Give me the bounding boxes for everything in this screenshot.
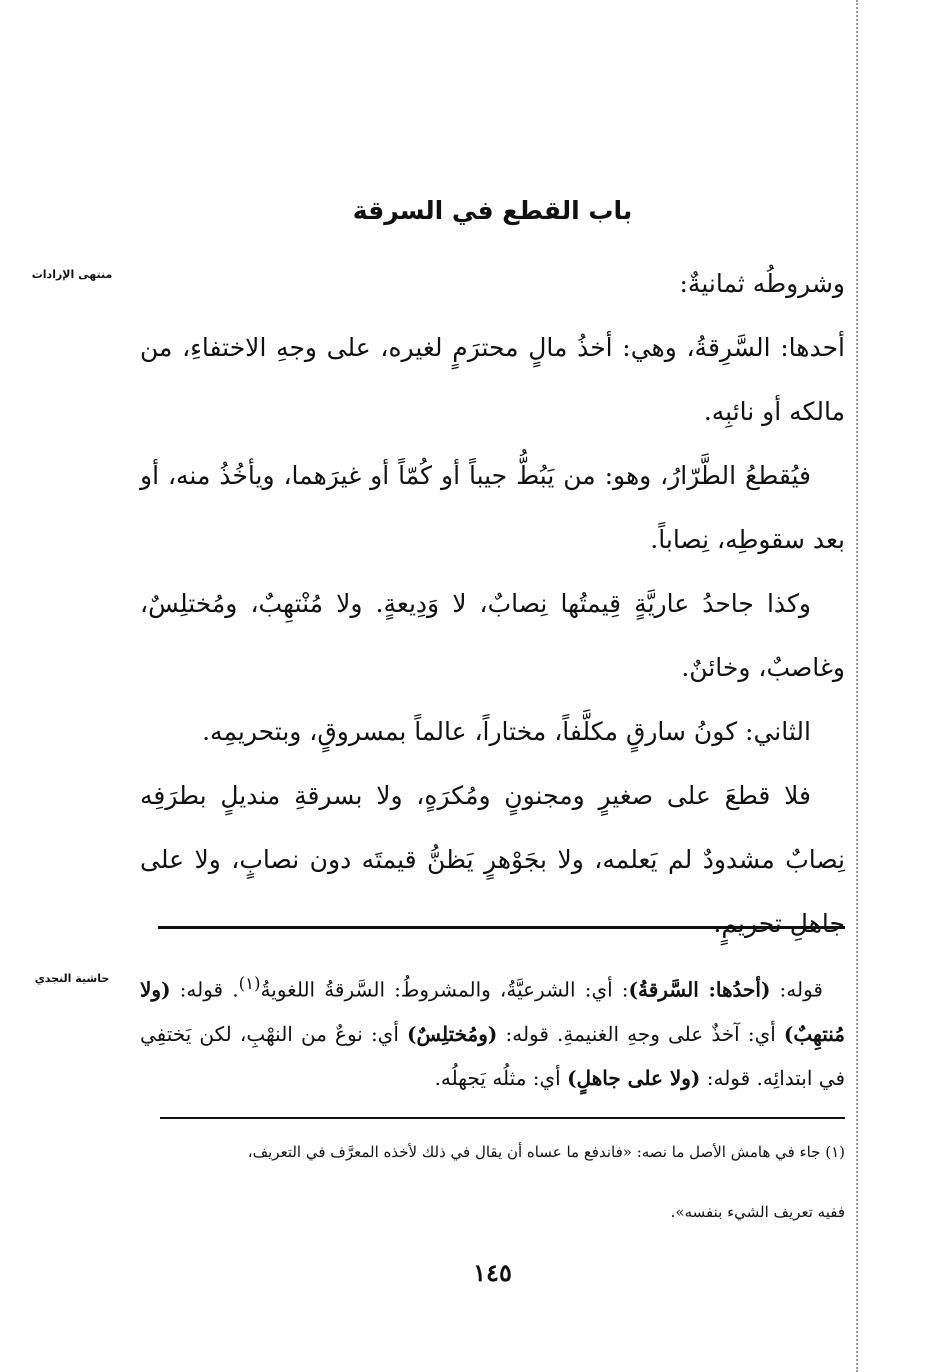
footnote-line: ففيه تعريف الشيء بنفسه». [670, 1203, 845, 1221]
hashia-quote: (ومُختلِسٌ) [407, 1021, 498, 1046]
main-paragraph: أحدها: السَّرِقةُ، وهي: أخذُ مالٍ محترَمٍ لغيره، على وجهِ الاختفاءِ، من مالكه أو نائبِه. [140, 333, 845, 426]
hashia-text: قوله: [770, 977, 823, 1002]
page-number: ١٤٥ [473, 1258, 512, 1287]
main-text [140, 252, 845, 956]
hashia-text: . قوله: [170, 977, 239, 1002]
main-text-separator [158, 926, 845, 929]
main-paragraph: وشروطُه ثمانيةٌ: [679, 269, 845, 298]
side-label-hashia: حاشية النجدي [34, 972, 110, 985]
hashia-text: أي: آخذٌ على وجهِ الغنيمةِ. قوله: [497, 1021, 784, 1046]
hashia-paragraph [140, 962, 845, 1100]
main-paragraph: الثاني: كونُ سارقٍ مكلَّفاً، مختاراً، عالماً بمسروقٍ، وبتحريمِه. [202, 717, 811, 746]
side-label-main-text: منتهى الإرادات [31, 268, 113, 281]
chapter-title: باب القطع في السرقة [352, 196, 633, 225]
dotted-margin-line [856, 0, 858, 1372]
footnote-line: (١) جاء في هامش الأصل ما نصه: «فاندفع ما عساه أن يقال في ذلك لأخذه المعرَّف في التعريف، [247, 1143, 845, 1161]
footnote-separator [160, 1117, 845, 1119]
footnote-reference: (١) [238, 974, 261, 993]
hashia-commentary [140, 962, 845, 1100]
main-paragraph: فيُقطعُ الطَّرّارُ، وهو: من يَبُطُّ جيباً أو كُمّاً أو غيرَهما، ويأخُذُ منه، أو بعد سقوطِه، نِصاباً. [140, 461, 845, 554]
hashia-quote: (ولا على جاهلٍ) [567, 1065, 701, 1090]
main-paragraph: فلا قطعَ على صغيرٍ ومجنونٍ ومُكرَهٍ، ولا بسرقةِ منديلٍ بطرَفِه نِصابٌ مشدودٌ لم يَعلمه، ولا بجَوْهرٍ يَظنُّ قيمتَه دون نصابٍ، ولا على جاهلِ تحريمٍ. [140, 781, 845, 938]
hashia-text: أي: مثلُه يَجهلُه. [434, 1065, 568, 1090]
hashia-text: : أي: الشرعيَّةُ، والمشروطُ: السَّرقةُ اللغويةُ [260, 977, 629, 1002]
hashia-text: أي: نوعٌ من النهْبِ، لكن يَختفِي في ابتدائِه. قوله: [140, 1021, 845, 1090]
hashia-quote: (أحدُها: السَّرقةُ) [628, 977, 771, 1002]
footnote [140, 1134, 845, 1230]
hashia-quote: (ولا مُنتهِبٌ) [140, 977, 845, 1046]
page [140, 0, 845, 1372]
main-paragraph: وكذا جاحدُ عاريَّةٍ قِيمتُها نِصابٌ، لا وَدِيعةٍ. ولا مُنْتهِبٌ، ومُختلِسٌ، وغاصبٌ، وخائنٌ. [140, 589, 845, 682]
